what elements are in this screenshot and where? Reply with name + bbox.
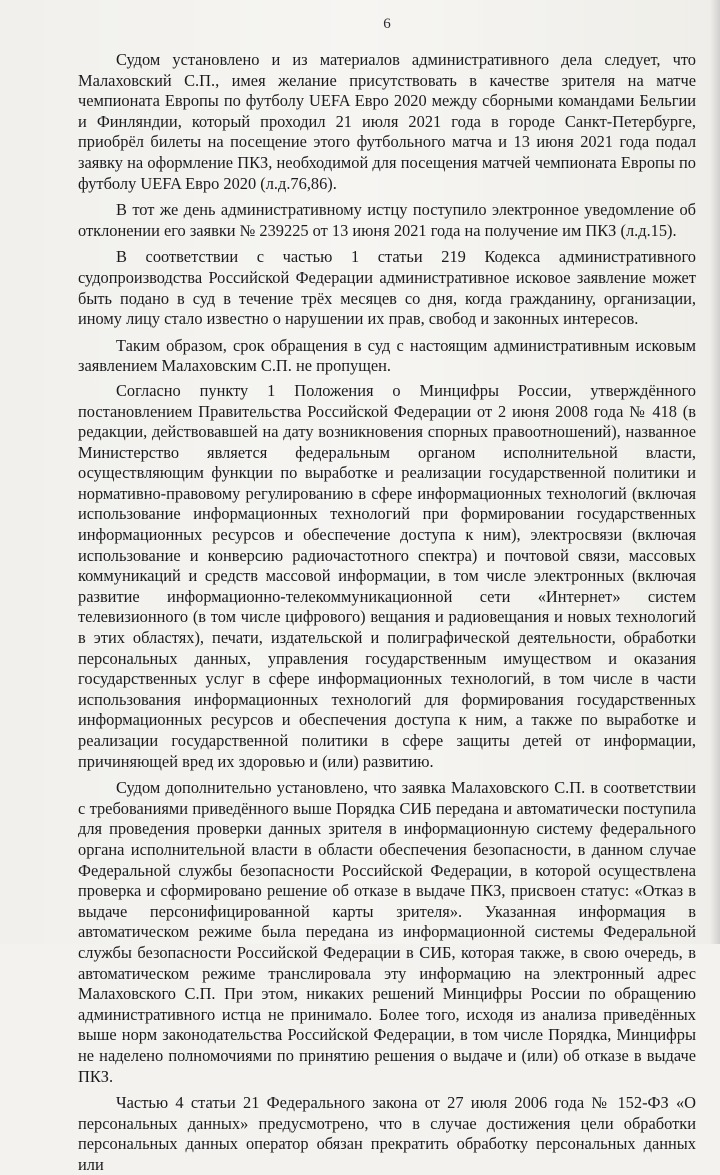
paragraph-5: Согласно пункту 1 Положения о Минцифры России, утверждённого постановлением Правительства Российской Федерации от 2 июня 2008 года № 418 (в редакции, действовавшей на дату возникновения спорных правоотношений), названное Министерство является федеральным органом исполнительной власти, осуществляющим функции по выработке и реализации государственной политики и нормативно-правовому регулированию в сфере информационных технологий (включая использование информационных технологий при формировании государственных информационных ресурсов и обеспечение доступа к ним), электросвязи (включая использование и конверсию радиочастотного спектра) и почтовой связи, массовых коммуникаций и средств массовой информации, в том числе электронных (включая развитие информационно-телекоммуникационной сети «Интернет» систем телевизионного (в том числе цифрового) вещания и радиовещания и новых технологий в этих областях), печати, издательской и полиграфической деятельности, обработки персональных данных, управления государственным имуществом и оказания государственных услуг в сфере информационных технологий, в том числе в части использования информационных технологий для формирования государственных информационных ресурсов и обеспечения доступа к ним, а также по выработке и реализации государственной политики в сфере защиты детей от информации, причиняющей вред их здоровью и (или) развитию. xyxy=(78,380,696,771)
paragraph-6: Судом дополнительно установлено, что заявка Малаховского С.П. в соответствии с требованиями приведённого выше Порядка СИБ передана и автоматически поступила для проведения проверки данных зрителя в информационную систему федерального органа исполнительной власти в области обеспечения безопасности, в данном случае Федеральной службы безопасности Российской Федерации, в которой осуществлена проверка и сформировано решение об отказе в выдаче ПКЗ, присвоен статус: «Отказ в выдаче персонифицированной карты зрителя». Указанная информация в автоматическом режиме была передана из информационной системы Федеральной службы безопасности Российской Федерации в СИБ, которая также, в свою очередь, в автоматическом режиме транслировала эту информацию на электронный адрес Малаховского С.П. При этом, никаких решений Минцифры России по обращению административного истца не принимало. Более того, исходя из анализа приведённых выше норм законодательства Российской Федерации, в том числе Порядка, Минцифры не наделено полномочиями по принятию решения о выдаче и (или) об отказе в выдаче ПКЗ. xyxy=(78,778,696,1086)
paragraph-4: Таким образом, срок обращения в суд с настоящим административным исковым заявлением Малаховским С.П. не пропущен. xyxy=(78,335,696,376)
scan-edge-shadow xyxy=(710,0,720,944)
document-body xyxy=(78,50,696,1175)
paragraph-2: В тот же день административному истцу поступило электронное уведомление об отклонении его заявки № 239225 от 13 июня 2021 года на получение им ПКЗ (л.д.15). xyxy=(78,200,696,240)
page-number: 6 xyxy=(383,16,391,32)
paragraph-1: Судом установлено и из материалов административного дела следует, что Малаховский С.П., имея желание присутствовать в качестве зрителя на матче чемпионата Европы по футболу UEFA Евро 2020 между сборными командами Бельгии и Финляндии, который проходил 21 июля 2021 года в городе Санкт-Петербурге, приобрёл билеты на посещение этого футбольного матча и 13 июня 2021 года подал заявку на оформление ПКЗ, необходимой для посещения матчей чемпионата Европы по футболу UEFA Евро 2020 (л.д.76,86). xyxy=(78,50,696,193)
paragraph-3: В соответствии с частью 1 статьи 219 Кодекса административного судопроизводства Российской Федерации административное исковое заявление может быть подано в суд в течение трёх месяцев со дня, когда гражданину, организации, иному лицу стало известно о нарушении их прав, свобод и законных интересов. xyxy=(78,247,696,329)
paragraph-7: Частью 4 статьи 21 Федерального закона от 27 июля 2006 года № 152-ФЗ «О персональных данных» предусмотрено, что в случае достижения цели обработки персональных данных оператор обязан прекратить обработку персональных данных или xyxy=(78,1093,696,1174)
